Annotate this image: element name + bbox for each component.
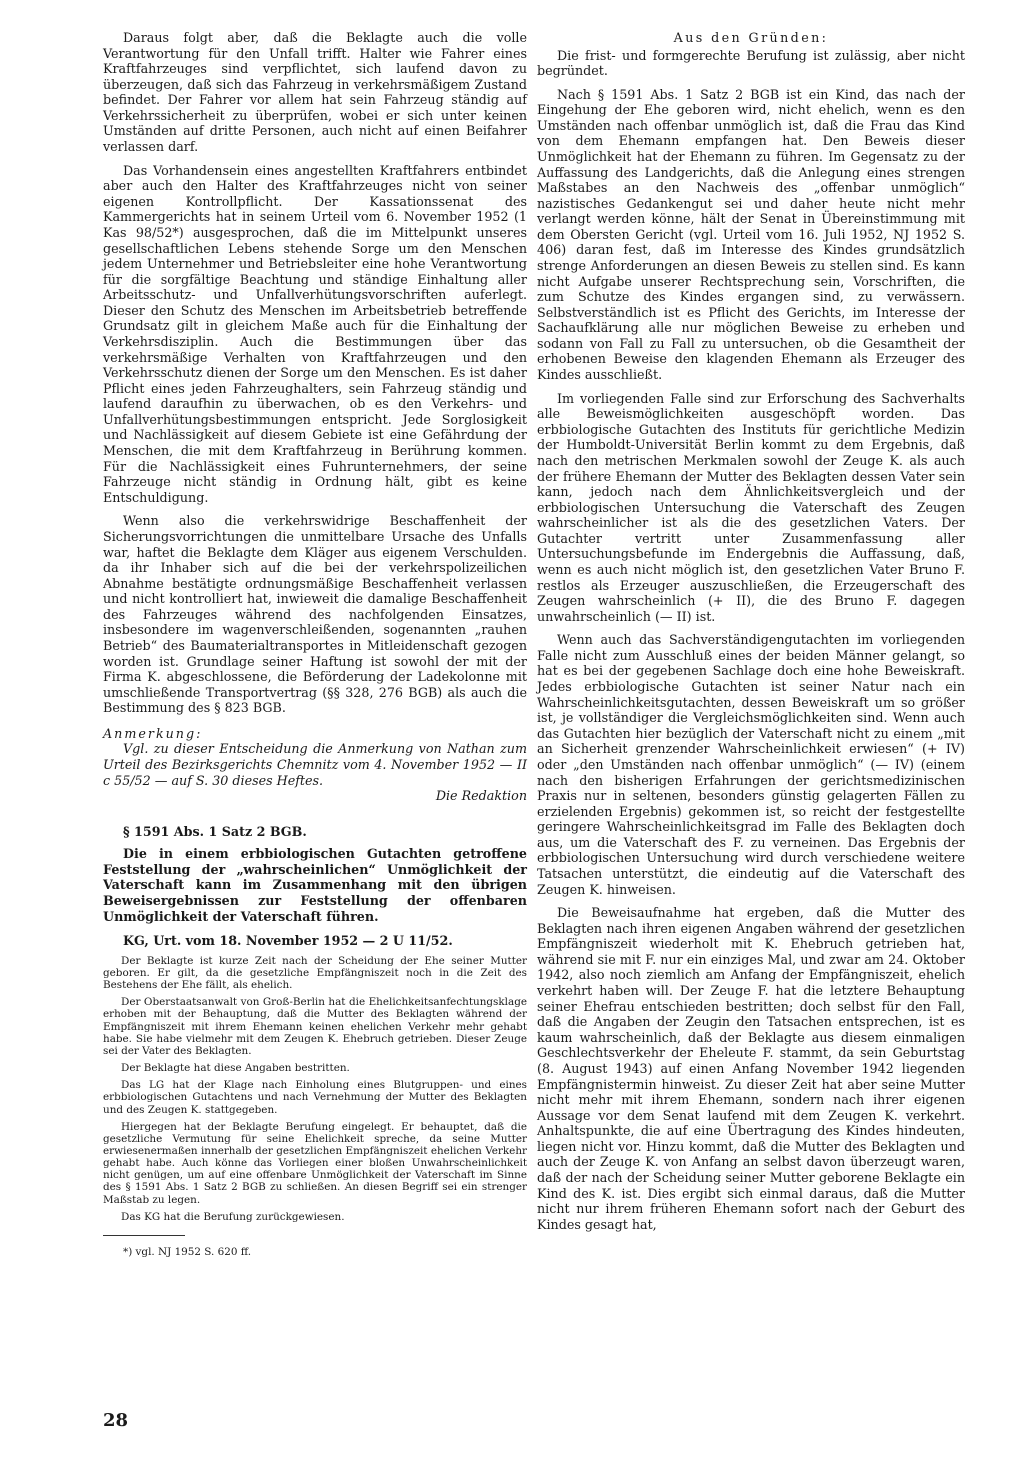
left-column bbox=[103, 30, 527, 1258]
case-facts bbox=[103, 955, 527, 1223]
facts-paragraph: Hiergegen hat der Beklagte Berufung eingelegt. Er behauptet, daß die gesetzliche Vermutung für seine Ehelichkeit spreche, da seine Mutter erwiesenermaßen innerhalb der gesetzlichen Empfängniszeit ehelichen Verkehr gehabt habe. Auch könne das Vorliegen einer bloßen Unwahrscheinlichkeit nicht genügen, um auf eine offenbare Unmöglichkeit der Vaterschaft im Sinne des § 1591 Abs. 1 Satz 2 BGB zu schließen. An diesen Begriff sei ein strenger Maßstab zu legen. bbox=[103, 1120, 527, 1206]
facts-paragraph: Der Oberstaatsanwalt von Groß-Berlin hat die Ehelichkeitsanfechtungsklage erhoben mit der Behauptung, daß die Mutter des Beklagten während der Empfängniszeit mit ihrem Ehemann keinen ehelichen Verkehr mehr gehabt habe. Sie habe vielmehr mit dem Zeugen K. Ehebruch getrieben. Dieser Zeuge sei der Vater des Beklagten. bbox=[103, 996, 527, 1057]
annotation-text: Vgl. zu dieser Entscheidung die Anmerkung von Nathan zum Urteil des Bezirksgerichts Chemnitz vom 4. November 1952 — II c 55/52 — auf S. 30 dieses Heftes. bbox=[103, 741, 527, 788]
body-paragraph: Die frist- und formgerechte Berufung ist zulässig, aber nicht begründet. bbox=[537, 47, 965, 79]
body-paragraph: Nach § 1591 Abs. 1 Satz 2 BGB ist ein Kind, das nach der Eingehung der Ehe geboren wird, nicht ehelich, wenn es den Umständen nach offenbar unmöglich ist, daß die Frau das Kind von dem Ehemann empfangen hat. Den Beweis dieser Unmöglichkeit hat der Ehemann zu führen. Im Gegensatz zu der Auffassung des Landgerichts, daß die Anlegung eines strengen Maßstabes an den Nachweis des „offenbar unmöglich“ nazistisches Gedankengut sei und daher heute nicht mehr verlangt werden könne, hält der Senat in Übereinstimmung mit dem Obersten Gericht (vgl. Urteil vom 16. Juli 1952, NJ 1952 S. 406) daran fest, daß im Interesse des Kindes grundsätzlich strenge Anforderungen an diesen Beweis zu stellen sind. Es kann nicht Aufgabe unserer Rechtsprechung sein, Vorschriften, die zum Schutze des Kindes ergangen sind, zu verwässern. Selbstverständlich ist es Pflicht des Gerichts, im Interesse der Sachaufklärung alle nur möglichen Beweise zu erheben und sodann von Fall zu Fall zu untersuchen, ob die Gesamtheit der erhobenen Beweise den klagenden Ehemann als Erzeuger des Kindes ausschließt. bbox=[537, 86, 965, 383]
annotation-label: Anmerkung: bbox=[103, 725, 203, 741]
facts-paragraph: Das KG hat die Berufung zurückgewiesen. bbox=[121, 1210, 345, 1223]
body-paragraph: Die Beweisaufnahme hat ergeben, daß die Mutter des Beklagten nach ihren eigenen Angaben während der gesetzlichen Empfängniszeit wiederholt mit K. Ehebruch getrieben hat, während sie mit F. nur ein einziges Mal, und zwar am 24. Oktober 1942, also noch ziemlich am Anfang der Empfängniszeit, ehelich verkehrt haben will. Der Zeuge F. hat die letztere Behauptung seiner Ehefrau entschieden bestritten; doch selbst für den Fall, daß die Angaben der Zeugin den Tatsachen entsprechen, ist es kaum wahrscheinlich, daß der Beklagte aus diesem einmaligen Geschlechtsverkehr der Eheleute F. stammt, da sein Geburtstag (8. August 1943) auf einen Anfang November 1942 liegenden Empfängnistermin hinweist. Zu dieser Zeit hat aber seine Mutter nicht mehr mit ihrem Ehemann, sondern nach ihrer eigenen Aussage vor dem Senat laufend mit dem Zeugen K. verkehrt. Anhaltspunkte, die auf eine Übertragung des Kindes hindeuten, liegen nicht vor. Hinzu kommt, daß die Mutter des Beklagten und auch der Zeuge K. von Anfang an selbst davon überzeugt waren, daß der nach der Scheidung seiner Mutter geborene Beklagte ein Kind des K. ist. Dies ergibt sich einmal daraus, daß die Mutter nicht nur ihrem früheren Ehemann sofort nach der Geburt des Kindes gesagt hat, bbox=[537, 905, 965, 1232]
facts-paragraph: Das LG hat der Klage nach Einholung eines Blutgruppen- und eines erbbiologischen Gutachtens und nach Vernehmung der Mutter des Beklagten und des Zeugen K. stattgegeben. bbox=[103, 1079, 527, 1116]
editorial-annotation bbox=[103, 726, 527, 804]
footnote-divider bbox=[103, 1235, 185, 1236]
section-heading: Aus den Gründen: bbox=[673, 30, 829, 45]
footnote: *) vgl. NJ 1952 S. 620 ff. bbox=[123, 1245, 252, 1258]
body-paragraph: Das Vorhandensein eines angestellten Kraftfahrers entbindet aber auch den Halter des Kraftfahrzeuges nicht von seiner eigenen Kontrollpflicht. Der Kassationssenat des Kammergerichts hat in seinem Urteil vom 6. November 1952 (1 Kas 98/52*) ausgesprochen, daß die im Mittelpunkt unseres gesellschaftlichen Lebens stehende Sorge um den Menschen jedem Unternehmer und Betriebsleiter eine hohe Verantwortung für die sorgfältige Beachtung und ständige Einhaltung aller Arbeitsschutz- und Unfallverhütungsvorschriften auferlegt. Dieser den Schutz des Menschen im Arbeitsbetrieb betreffende Grundsatz gilt in gleichem Maße auch für die Einhaltung der Verkehrsdisziplin. Auch die Bestimmungen über das verkehrsmäßige Verhalten von Kraftfahrzeugen und den Verkehrsschutz dienen der Sorge um den Menschen. Es ist daher Pflicht eines jeden Fahrzeughalters, sein Fahrzeug ständig und laufend daraufhin zu überwachen, ob es den Verkehrs- und Unfallverhütungsbestimmungen entspricht. Jede Sorglosigkeit und Nachlässigkeit auf diesem Gebiete ist eine Gefährdung der Menschen, die mit dem Kraftfahrzeug in Berührung kommen. Für die Nachlässigkeit eines Fuhrunternehmers, der seine Fahrzeuge nicht ständig in Ordnung hält, gibt es keine Entschuldigung. bbox=[103, 162, 527, 505]
facts-paragraph: Der Beklagte ist kurze Zeit nach der Scheidung der Ehe seiner Mutter geboren. Er gilt, da die gesetzliche Empfängniszeit noch in die Zeit des Bestehens der Ehe fällt, als ehelich. bbox=[103, 954, 527, 992]
headnote: Die in einem erbbiologischen Gutachten getroffene Feststellung der „wahrscheinlichen“ Unmöglichkeit der Vaterschaft kann im Zusammenhang mit den übrigen Beweisergebnissen zur Feststellung der offenbaren Unmöglichkeit der Vaterschaft führen. bbox=[103, 845, 527, 925]
annotation-signature: Die Redaktion bbox=[435, 788, 527, 804]
page-number: 28 bbox=[103, 1410, 129, 1431]
facts-paragraph: Der Beklagte hat diese Angaben bestritten. bbox=[121, 1062, 350, 1075]
court-reference: KG, Urt. vom 18. November 1952 — 2 U 11/52. bbox=[123, 932, 453, 948]
law-reference: § 1591 Abs. 1 Satz 2 BGB. bbox=[123, 823, 307, 839]
body-paragraph: Wenn auch das Sachverständigengutachten im vorliegenden Falle nicht zum Ausschluß eines der beiden Männer gelangt, so hat es bei der gegebenen Sachlage doch eine hohe Beweiskraft. Jedes erbbiologische Gutachten ist seiner Natur nach ein Wahrscheinlichkeitsgutachten, dessen Beweiskraft um so größer ist, je vollständiger die Vergleichsmöglichkeiten sind. Wenn auch das Gutachten hier bezüglich der Vaterschaft nicht zu einem „mit an Sicherheit grenzender Wahrscheinlichkeit erwiesen“ (+ IV) oder „den Umständen nach offenbar unmöglich“ (— IV) (einem nach den bisherigen Erfahrungen der gerichtsmedizinischen Praxis nur in seltenen, besonders günstig gelagerten Fällen zu erzielenden Ergebnis) gekommen ist, so reicht der festgestellte geringere Wahrscheinlichkeitsgrad im Falle des Beklagten doch aus, um die Vaterschaft des F. zu verneinen. Das Ergebnis der erbbiologischen Untersuchung wird durch verschiedene weitere Tatsachen unterstützt, die eindeutig auf die Vaterschaft des Zeugen K. hinweisen. bbox=[537, 632, 965, 897]
body-paragraph: Im vorliegenden Falle sind zur Erforschung des Sachverhalts alle Beweismöglichkeiten ausgeschöpft worden. Das erbbiologische Gutachten des Instituts für gerichtliche Medizin der Humboldt-Universität Berlin kommt zu dem Ergebnis, daß nach den metrischen Merkmalen sowohl der Zeuge K. als auch der frühere Ehemann der Mutter des Beklagten dessen Vater sein kann, jedoch nach dem Ähnlichkeitsvergleich und der erbbiologischen Untersuchung die Vaterschaft des Zeugen wahrscheinlicher ist als die des gesetzlichen Vaters. Der Gutachter vertritt unter Zusammenfassung aller Untersuchungsbefunde im Endergebnis die Auffassung, daß, wenn es auch nicht möglich ist, den gesetzlichen Vater Bruno F. restlos als Erzeuger auszuschließen, die Erzeugerschaft des Zeugen wahrscheinlich (+ II), die des Bruno F. dagegen unwahrscheinlich (— II) ist. bbox=[537, 390, 965, 624]
right-column bbox=[537, 30, 965, 1240]
body-paragraph: Daraus folgt aber, daß die Beklagte auch die volle Verantwortung für den Unfall trifft. Halter wie Fahrer eines Kraftfahrzeuges sind verpflichtet, sich laufend davon zu überzeugen, daß sich das Fahrzeug in verkehrsmäßigem Zustand befindet. Der Fahrer vor allem hat sein Fahrzeug ständig auf Verkehrssicherheit zu überprüfen, wobei er sich unter keinen Umständen auf dritte Personen, auch nicht auf einen Beifahrer verlassen darf. bbox=[103, 30, 527, 155]
body-paragraph: Wenn also die verkehrswidrige Beschaffenheit der Sicherungsvorrichtungen die unmittelbare Ursache des Unfalls war, haftet die Beklagte dem Kläger aus eigenem Verschulden. da ihr Inhaber sich auf die bei der verkehrspolizeilichen Abnahme bestätigte ordnungsmäßige Beschaffenheit verlassen und nicht kontrolliert hat, inwieweit die damalige Beschaffenheit des Fahrzeuges während des nachfolgenden Einsatzes, insbesondere im wagenverschleißenden, sogenannten „rauhen Betrieb“ des Baumaterialtransportes in Mitleidenschaft gezogen worden ist. Grundlage seiner Haftung ist sowohl der mit der Firma K. abgeschlossene, die Beförderung der Ladekolonne mit umschließende Transportvertrag (§§ 328, 276 BGB) als auch die Bestimmung des § 823 BGB. bbox=[103, 513, 527, 716]
